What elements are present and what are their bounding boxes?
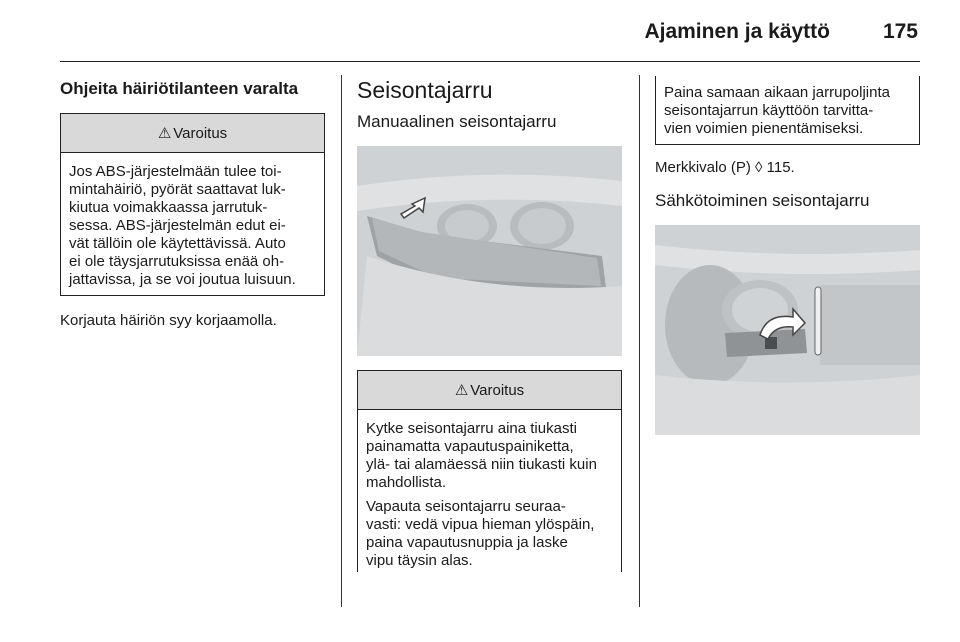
parking-brake-icon: (P) [730, 159, 751, 176]
header-title: Ajaminen ja käyttö [644, 20, 830, 43]
text-line: mintahäiriö, pyörät saattavat luk- [69, 181, 286, 198]
warning-continuation-box [655, 76, 920, 145]
warning-text [366, 420, 615, 492]
text-line: seisontajarrun käyttöön tarvitta- [664, 102, 874, 119]
header-rule [60, 61, 920, 62]
text-line: vipu täysin alas. [366, 552, 473, 569]
text-line: Jos ABS-järjestelmään tulee toi- [69, 163, 282, 180]
text-line: Kytke seisontajarru aina tiukasti [366, 420, 577, 437]
electric-brake-illustration [655, 225, 920, 435]
handbrake-illustration [357, 146, 622, 356]
column-divider [341, 75, 342, 607]
text-line: vät tällöin ole käytettävissä. Auto [69, 235, 286, 252]
warning-title: Varoitus [470, 381, 525, 399]
text-line: Paina samaan aikaan jarrupoljinta [664, 84, 890, 101]
box-text [664, 84, 911, 138]
indicator-label: Merkkivalo [655, 159, 727, 176]
page-reference: 115. [766, 159, 795, 176]
column-divider [639, 75, 640, 607]
body-text: Korjauta häiriön syy korjaamolla. [60, 312, 277, 329]
warning-title: Varoitus [173, 124, 228, 142]
warning-text [69, 163, 318, 289]
handbrake-drawing [357, 146, 622, 356]
warning-triangle-icon: ⚠ [157, 125, 172, 142]
warning-body [61, 153, 324, 295]
section-title: Seisontajarru [357, 77, 493, 103]
column-2 [357, 70, 622, 572]
warning-body [358, 410, 621, 572]
text-line: mahdollista. [366, 474, 447, 491]
text-line: sessa. ABS-järjestelmän edut ei- [69, 217, 286, 234]
page-header [60, 0, 920, 62]
subsection-title: Manuaalinen seisontajarru [357, 112, 557, 131]
warning-box [357, 370, 622, 572]
warning-text [366, 498, 615, 570]
page-number: 175 [882, 20, 918, 43]
text-line: vasti: vedä vipua hieman ylöspäin, [366, 516, 595, 533]
warning-header [358, 371, 621, 410]
section-heading: Ohjeita häiriötilanteen varalta [60, 79, 299, 98]
subsection-title: Sähkötoiminen seisontajarru [655, 191, 870, 210]
box-edge [621, 370, 622, 570]
box-edge [357, 370, 358, 570]
electric-brake-drawing [655, 225, 920, 435]
text-line: Vapauta seisontajarru seuraa- [366, 498, 566, 515]
text-line: vien voimien pienentämiseksi. [664, 120, 864, 137]
indicator-line [655, 159, 920, 177]
warning-box [60, 113, 325, 296]
page-reference-icon: ◊ [755, 159, 763, 176]
text-line: paina vapautusnuppia ja laske [366, 534, 568, 551]
text-line: kiutua voimakkaassa jarrutuk- [69, 199, 268, 216]
warning-header [61, 114, 324, 153]
warning-triangle-icon: ⚠ [454, 382, 469, 399]
column-1 [60, 70, 325, 330]
text-line: jattavissa, ja se voi joutua luisuun. [69, 271, 296, 288]
text-line: ei ole täysjarrutuksissa enää oh- [69, 253, 285, 270]
column-3 [655, 70, 920, 435]
text-line: ylä- tai alamäessä niin tiukasti kuin [366, 456, 597, 473]
text-line: painamatta vapautuspainiketta, [366, 438, 574, 455]
